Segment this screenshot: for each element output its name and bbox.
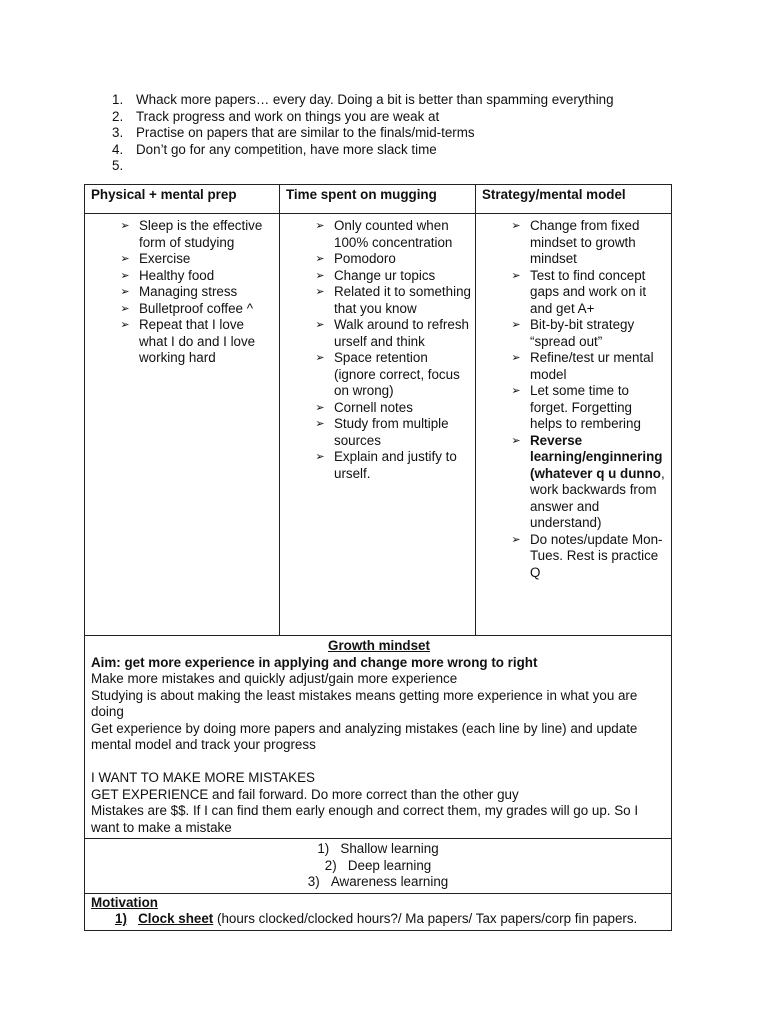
growth-aim: Aim: get more experience in applying and change more wrong to right bbox=[91, 654, 538, 670]
arrow-bullet-icon: ➢ bbox=[315, 220, 325, 232]
list-item: 2) Deep learning bbox=[324, 857, 432, 873]
strategy-mental-model-cell bbox=[476, 214, 672, 636]
strategy-mental-model-list bbox=[476, 214, 671, 583]
list-item: 5. bbox=[112, 158, 124, 173]
arrow-bullet-icon: ➢ bbox=[120, 302, 130, 315]
list-item: ➢ Bit-by-bit strategy “spread out” bbox=[506, 317, 667, 350]
arrow-bullet-icon: ➢ bbox=[315, 269, 325, 282]
motivation-cell bbox=[85, 893, 672, 930]
arrow-bullet-icon: ➢ bbox=[511, 319, 521, 331]
arrow-bullet-icon: ➢ bbox=[511, 385, 521, 397]
list-item: ➢ Explain and justify to urself. bbox=[310, 449, 471, 482]
physical-mental-prep-list bbox=[85, 214, 279, 369]
motivation-title: Motivation bbox=[91, 894, 158, 910]
arrow-bullet-icon: ➢ bbox=[315, 451, 325, 463]
header-strategy-mental-model: Strategy/mental model bbox=[476, 185, 672, 214]
time-spent-mugging-cell bbox=[280, 214, 476, 636]
arrow-bullet-icon: ➢ bbox=[511, 269, 521, 282]
arrow-bullet-icon: ➢ bbox=[120, 220, 130, 232]
list-item: ➢ Let some time to forget. Forgetting helps to rembering bbox=[506, 383, 667, 433]
list-item-text: Don’t go for any competition, have more slack time bbox=[136, 141, 437, 157]
clock-sheet-item: 1) Clock sheet (hours clocked/clocked hours?/ Ma papers/ Tax papers/corp fin papers. bbox=[115, 911, 638, 926]
growth-line: GET EXPERIENCE and fail forward. Do more correct than the other guy bbox=[91, 786, 519, 802]
arrow-bullet-icon: ➢ bbox=[511, 220, 521, 232]
list-item: 2. Track progress and work on things you are weak at bbox=[112, 108, 440, 124]
list-item: ➢ Pomodoro bbox=[310, 251, 471, 268]
list-item: 1) Shallow learning bbox=[317, 841, 439, 856]
list-item: ➢ Change from fixed mindset to growth mindset bbox=[506, 218, 667, 268]
list-item: ➢ Sleep is the effective form of studying bbox=[115, 218, 275, 251]
growth-line: Make more mistakes and quickly adjust/gain more experience bbox=[91, 671, 458, 686]
physical-mental-prep-cell bbox=[85, 214, 280, 636]
arrow-bullet-icon: ➢ bbox=[511, 352, 521, 364]
arrow-bullet-icon: ➢ bbox=[120, 286, 130, 298]
arrow-bullet-icon: ➢ bbox=[511, 533, 521, 546]
list-item: ➢ Walk around to refresh urself and think bbox=[310, 317, 471, 350]
learning-levels-cell bbox=[85, 839, 672, 894]
list-item: ➢ Space retention (ignore correct, focus on wrong) bbox=[310, 350, 471, 400]
list-item: ➢ Related it to something that you know bbox=[310, 284, 471, 317]
list-item: ➢ Exercise bbox=[115, 251, 275, 268]
header-row bbox=[85, 185, 672, 214]
arrow-bullet-icon: ➢ bbox=[315, 286, 325, 298]
list-item-text: Track progress and work on things you are weak at bbox=[136, 108, 440, 124]
growth-line: I WANT TO MAKE MORE MISTAKES bbox=[91, 770, 315, 785]
header-physical-mental-prep: Physical + mental prep bbox=[85, 185, 280, 214]
arrow-bullet-icon: ➢ bbox=[315, 418, 325, 430]
growth-mindset-cell bbox=[85, 636, 672, 839]
arrow-bullet-icon: ➢ bbox=[120, 269, 130, 282]
levels-row bbox=[85, 839, 672, 894]
arrow-bullet-icon: ➢ bbox=[315, 253, 325, 265]
content-row bbox=[85, 214, 672, 636]
list-item: ➢ Cornell notes bbox=[310, 400, 471, 417]
study-table bbox=[84, 184, 672, 931]
list-item: ➢ Do notes/update Mon-Tues. Rest is practice Q bbox=[506, 532, 667, 582]
list-item: ➢ Bulletproof coffee ^ bbox=[115, 301, 275, 318]
list-item: ➢ Only counted when 100% concentration bbox=[310, 218, 471, 251]
list-item: ➢ Repeat that I love what I do and I love working hard bbox=[115, 317, 275, 367]
arrow-bullet-icon: ➢ bbox=[315, 319, 325, 331]
list-item: ➢ Managing stress bbox=[115, 284, 275, 301]
growth-line: Mistakes are $$. If I can find them early enough and correct them, my grades will go up. So I want to make a mistake bbox=[91, 803, 639, 835]
list-item-text: Whack more papers… every day. Doing a bit is better than spamming everything bbox=[136, 92, 614, 107]
top-numbered-list bbox=[112, 92, 614, 175]
arrow-bullet-icon: ➢ bbox=[315, 401, 325, 414]
list-item: ➢ Test to find concept gaps and work on it and get A+ bbox=[506, 268, 667, 318]
arrow-bullet-icon: ➢ bbox=[120, 253, 130, 265]
time-spent-mugging-list bbox=[280, 214, 475, 484]
growth-line: Studying is about making the least mistakes means getting more experience in what you are doing bbox=[91, 687, 638, 719]
arrow-bullet-icon: ➢ bbox=[120, 319, 130, 331]
arrow-bullet-icon: ➢ bbox=[315, 352, 325, 364]
blank-line bbox=[91, 754, 667, 771]
list-item: 3. Practise on papers that are similar to the finals/mid-terms bbox=[112, 125, 475, 140]
list-item: 4. Don’t go for any competition, have more slack time bbox=[112, 141, 437, 157]
list-item: ➢ Study from multiple sources bbox=[310, 416, 471, 449]
motivation-row bbox=[85, 893, 672, 930]
growth-line: Get experience by doing more papers and analyzing mistakes (each line by line) and update mental model and track your progress bbox=[91, 720, 638, 752]
list-item: ➢ Reverse learning/enginnering (whatever q u dunno, work backwards from answer and understand) bbox=[506, 433, 667, 532]
list-item: 1. Whack more papers… every day. Doing a bit is better than spamming everything bbox=[112, 92, 614, 107]
arrow-bullet-icon: ➢ bbox=[511, 434, 521, 447]
list-item: ➢ Refine/test ur mental model bbox=[506, 350, 667, 383]
header-time-spent-mugging: Time spent on mugging bbox=[280, 185, 476, 214]
list-item: 3) Awareness learning bbox=[307, 874, 449, 889]
growth-row bbox=[85, 636, 672, 839]
growth-mindset-title: Growth mindset bbox=[328, 638, 430, 653]
list-item: ➢ Change ur topics bbox=[310, 268, 471, 285]
list-item-text: Practise on papers that are similar to the finals/mid-terms bbox=[136, 125, 475, 140]
list-item: ➢ Healthy food bbox=[115, 268, 275, 285]
